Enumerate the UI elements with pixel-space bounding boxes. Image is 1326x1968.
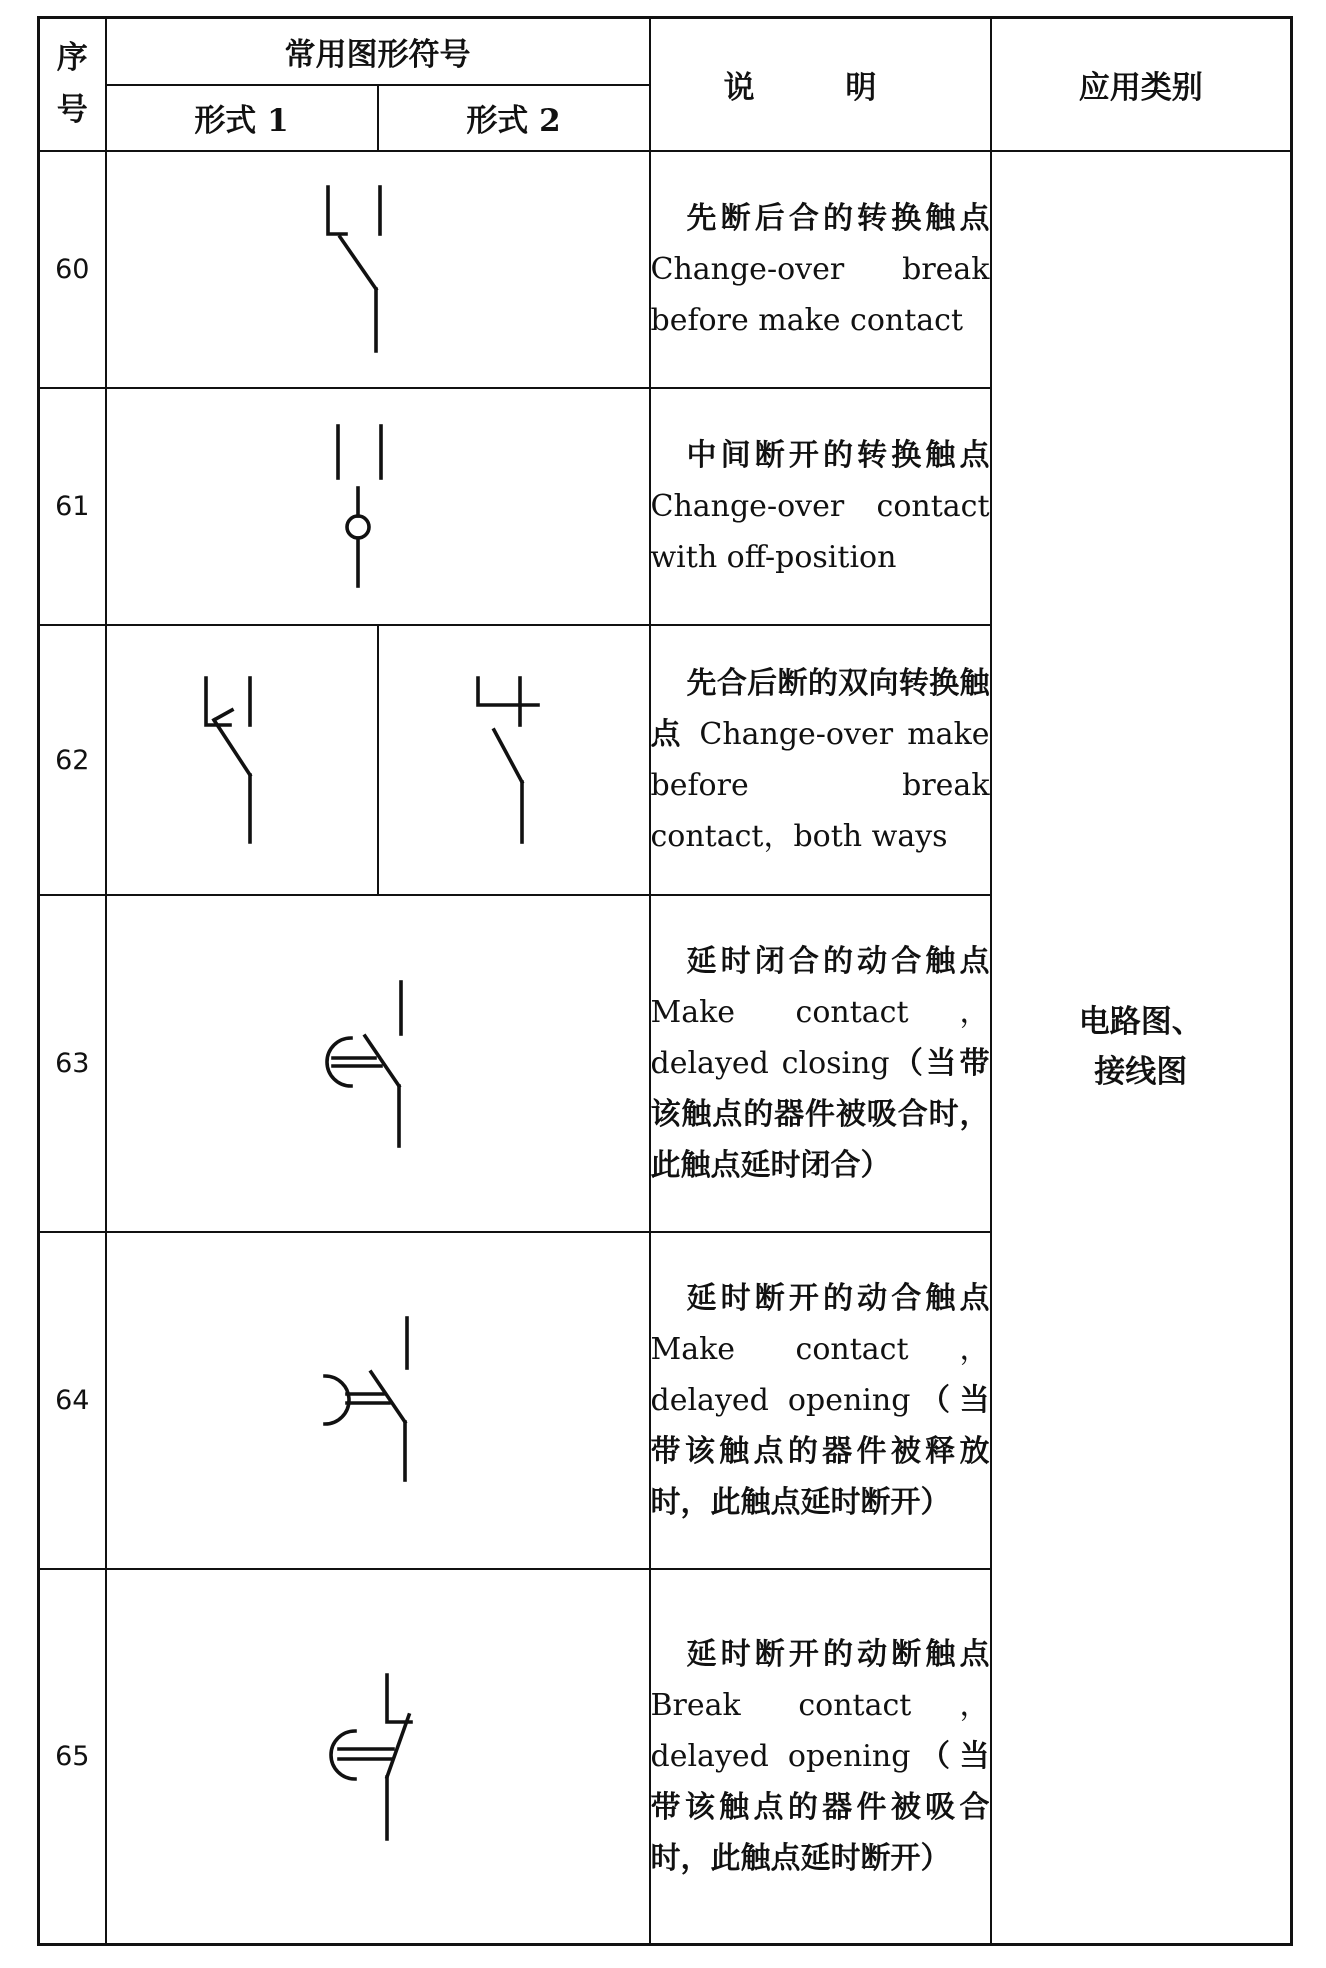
electrical-symbol-table — [37, 16, 1293, 1946]
form2-header: 形式 2 — [378, 85, 650, 151]
description-cell — [650, 1232, 991, 1569]
change-over-contact-with-off-position-icon — [318, 416, 438, 596]
description-cell — [650, 388, 991, 625]
desc-en: Make contact，delayed closing — [650, 995, 990, 1082]
category-cell — [991, 151, 1292, 1945]
description-cell — [650, 895, 991, 1231]
desc-en: Change-over break before make contact — [650, 251, 990, 338]
make-before-break-contact-form1-icon — [192, 670, 292, 850]
row-number: 62 — [39, 625, 106, 895]
desc-note: （当带该触点的器件被吸合时，此触点延时闭合） — [650, 1046, 990, 1184]
desc-zh: 延时闭合的动合触点 — [686, 944, 990, 980]
seq-header — [39, 18, 106, 151]
category-value-line2: 接线图 — [1094, 1054, 1188, 1091]
desc-zh: 中间断开的转换触点 — [686, 437, 990, 473]
row-number: 60 — [39, 151, 106, 388]
desc-zh: 延时断开的动合触点 — [686, 1280, 990, 1316]
row-number: 64 — [39, 1232, 106, 1569]
symbol-cell — [106, 895, 650, 1231]
change-over-break-before-make-contact-icon — [318, 179, 438, 359]
description-cell — [650, 1569, 991, 1944]
break-contact-delayed-opening-icon — [313, 1667, 443, 1847]
desc-zh: 先断后合的转换触点 — [686, 200, 990, 236]
seq-header-top: 序 — [56, 40, 88, 77]
row-number: 63 — [39, 895, 106, 1231]
description-cell — [650, 625, 991, 895]
desc-zh: 先合后断的双向转换触点 — [650, 666, 990, 753]
row-number: 65 — [39, 1569, 106, 1944]
symbol-cell-form2 — [378, 625, 650, 895]
category-header: 应用类别 — [991, 18, 1292, 151]
row-number: 61 — [39, 388, 106, 625]
explain-header: 说 明 — [650, 18, 991, 151]
category-value-line1: 电路图、 — [1078, 1004, 1203, 1041]
desc-note: （当带该触点的器件被释放时，此触点延时断开） — [650, 1382, 990, 1520]
symbol-cell — [106, 1569, 650, 1944]
desc-note: （当带该触点的器件被吸合时，此触点延时断开） — [650, 1739, 990, 1877]
make-before-break-contact-form2-icon — [464, 670, 564, 850]
symbol-cell-form1 — [106, 625, 378, 895]
table-row — [39, 151, 1292, 388]
make-contact-delayed-closing-icon — [313, 974, 443, 1154]
form1-header: 形式 1 — [106, 85, 378, 151]
description-cell — [650, 151, 991, 388]
desc-en: Break contact，delayed opening — [650, 1688, 990, 1775]
symbol-cell — [106, 1232, 650, 1569]
symbol-cell — [106, 388, 650, 625]
make-contact-delayed-opening-icon — [313, 1310, 443, 1490]
symbol-group-header: 常用图形符号 — [106, 18, 650, 85]
desc-en: Make contact，delayed opening — [650, 1331, 990, 1418]
desc-en: Change-over contact with off-position — [650, 488, 990, 575]
symbol-cell — [106, 151, 650, 388]
desc-en: Change-over make before break contact，both ways — [650, 717, 990, 855]
desc-zh: 延时断开的动断触点 — [686, 1637, 990, 1673]
seq-header-bottom: 号 — [56, 92, 88, 129]
